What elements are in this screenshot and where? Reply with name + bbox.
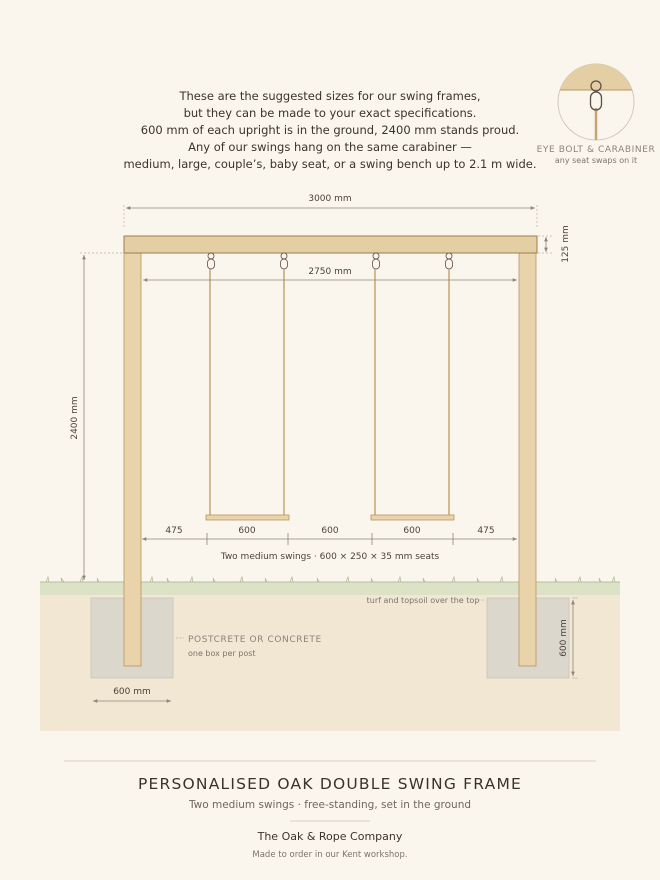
intro-line: but they can be made to your exact specifications. <box>183 106 477 120</box>
swings-note: Two medium swings · 600 × 250 × 35 mm seats <box>220 552 440 562</box>
eye-bolt-inset <box>537 62 656 165</box>
intro-line: These are the suggested sizes for our swing frames, <box>179 89 481 103</box>
overall-width-dimension <box>124 194 537 228</box>
concrete-sub-note: one box per post <box>188 649 256 658</box>
page-subtitle: Two medium swings · free-standing, set in the ground <box>188 799 472 811</box>
right-upright <box>519 252 536 666</box>
company-name: The Oak & Rope Company <box>257 830 403 843</box>
top-beam <box>124 236 537 253</box>
gap-left-label: 475 <box>165 526 183 536</box>
left-upright <box>124 252 141 666</box>
seat-2-label: 600 <box>403 526 421 536</box>
beam-depth-dimension <box>538 225 571 263</box>
upright-height-label: 2400 mm <box>70 396 80 440</box>
footing-width-label: 600 mm <box>113 687 151 697</box>
swing-seat <box>371 515 454 520</box>
inset-caption: any seat swaps on it <box>554 156 638 165</box>
gap-right-label: 475 <box>477 526 495 536</box>
overall-width-label: 3000 mm <box>308 194 352 204</box>
concrete-note: POSTCRETE OR CONCRETE <box>188 635 322 645</box>
intro-line: Any of our swings hang on the same carabiner — <box>188 140 472 154</box>
gap-middle-label: 600 <box>321 526 339 536</box>
seat-1-label: 600 <box>238 526 256 536</box>
inner-width-dimension <box>143 264 517 280</box>
carabiner-icon <box>281 253 288 269</box>
carabiner-icon <box>208 253 215 269</box>
swing-seat <box>206 515 289 520</box>
intro-line: medium, large, couple’s, baby seat, or a swing bench up to 2.1 m wide. <box>123 157 537 171</box>
spacing-dimensions <box>142 526 517 562</box>
right-swing <box>371 253 454 520</box>
footing-depth-label: 600 mm <box>559 619 569 657</box>
inset-title: EYE BOLT & CARABINER <box>536 145 656 155</box>
carabiner-icon <box>373 253 380 269</box>
left-swing <box>206 253 289 520</box>
upright-height-dimension <box>70 253 122 582</box>
turf-note: turf and topsoil over the top <box>366 596 480 605</box>
beam-depth-label: 125 mm <box>561 225 571 263</box>
company-tagline: Made to order in our Kent workshop. <box>252 850 408 860</box>
carabiner-icon <box>446 253 453 269</box>
page-title: PERSONALISED OAK DOUBLE SWING FRAME <box>137 775 523 793</box>
inner-width-label: 2750 mm <box>308 267 352 277</box>
intro-text <box>123 89 536 171</box>
intro-line: 600 mm of each upright is in the ground, 2400 mm stands proud. <box>140 123 520 137</box>
